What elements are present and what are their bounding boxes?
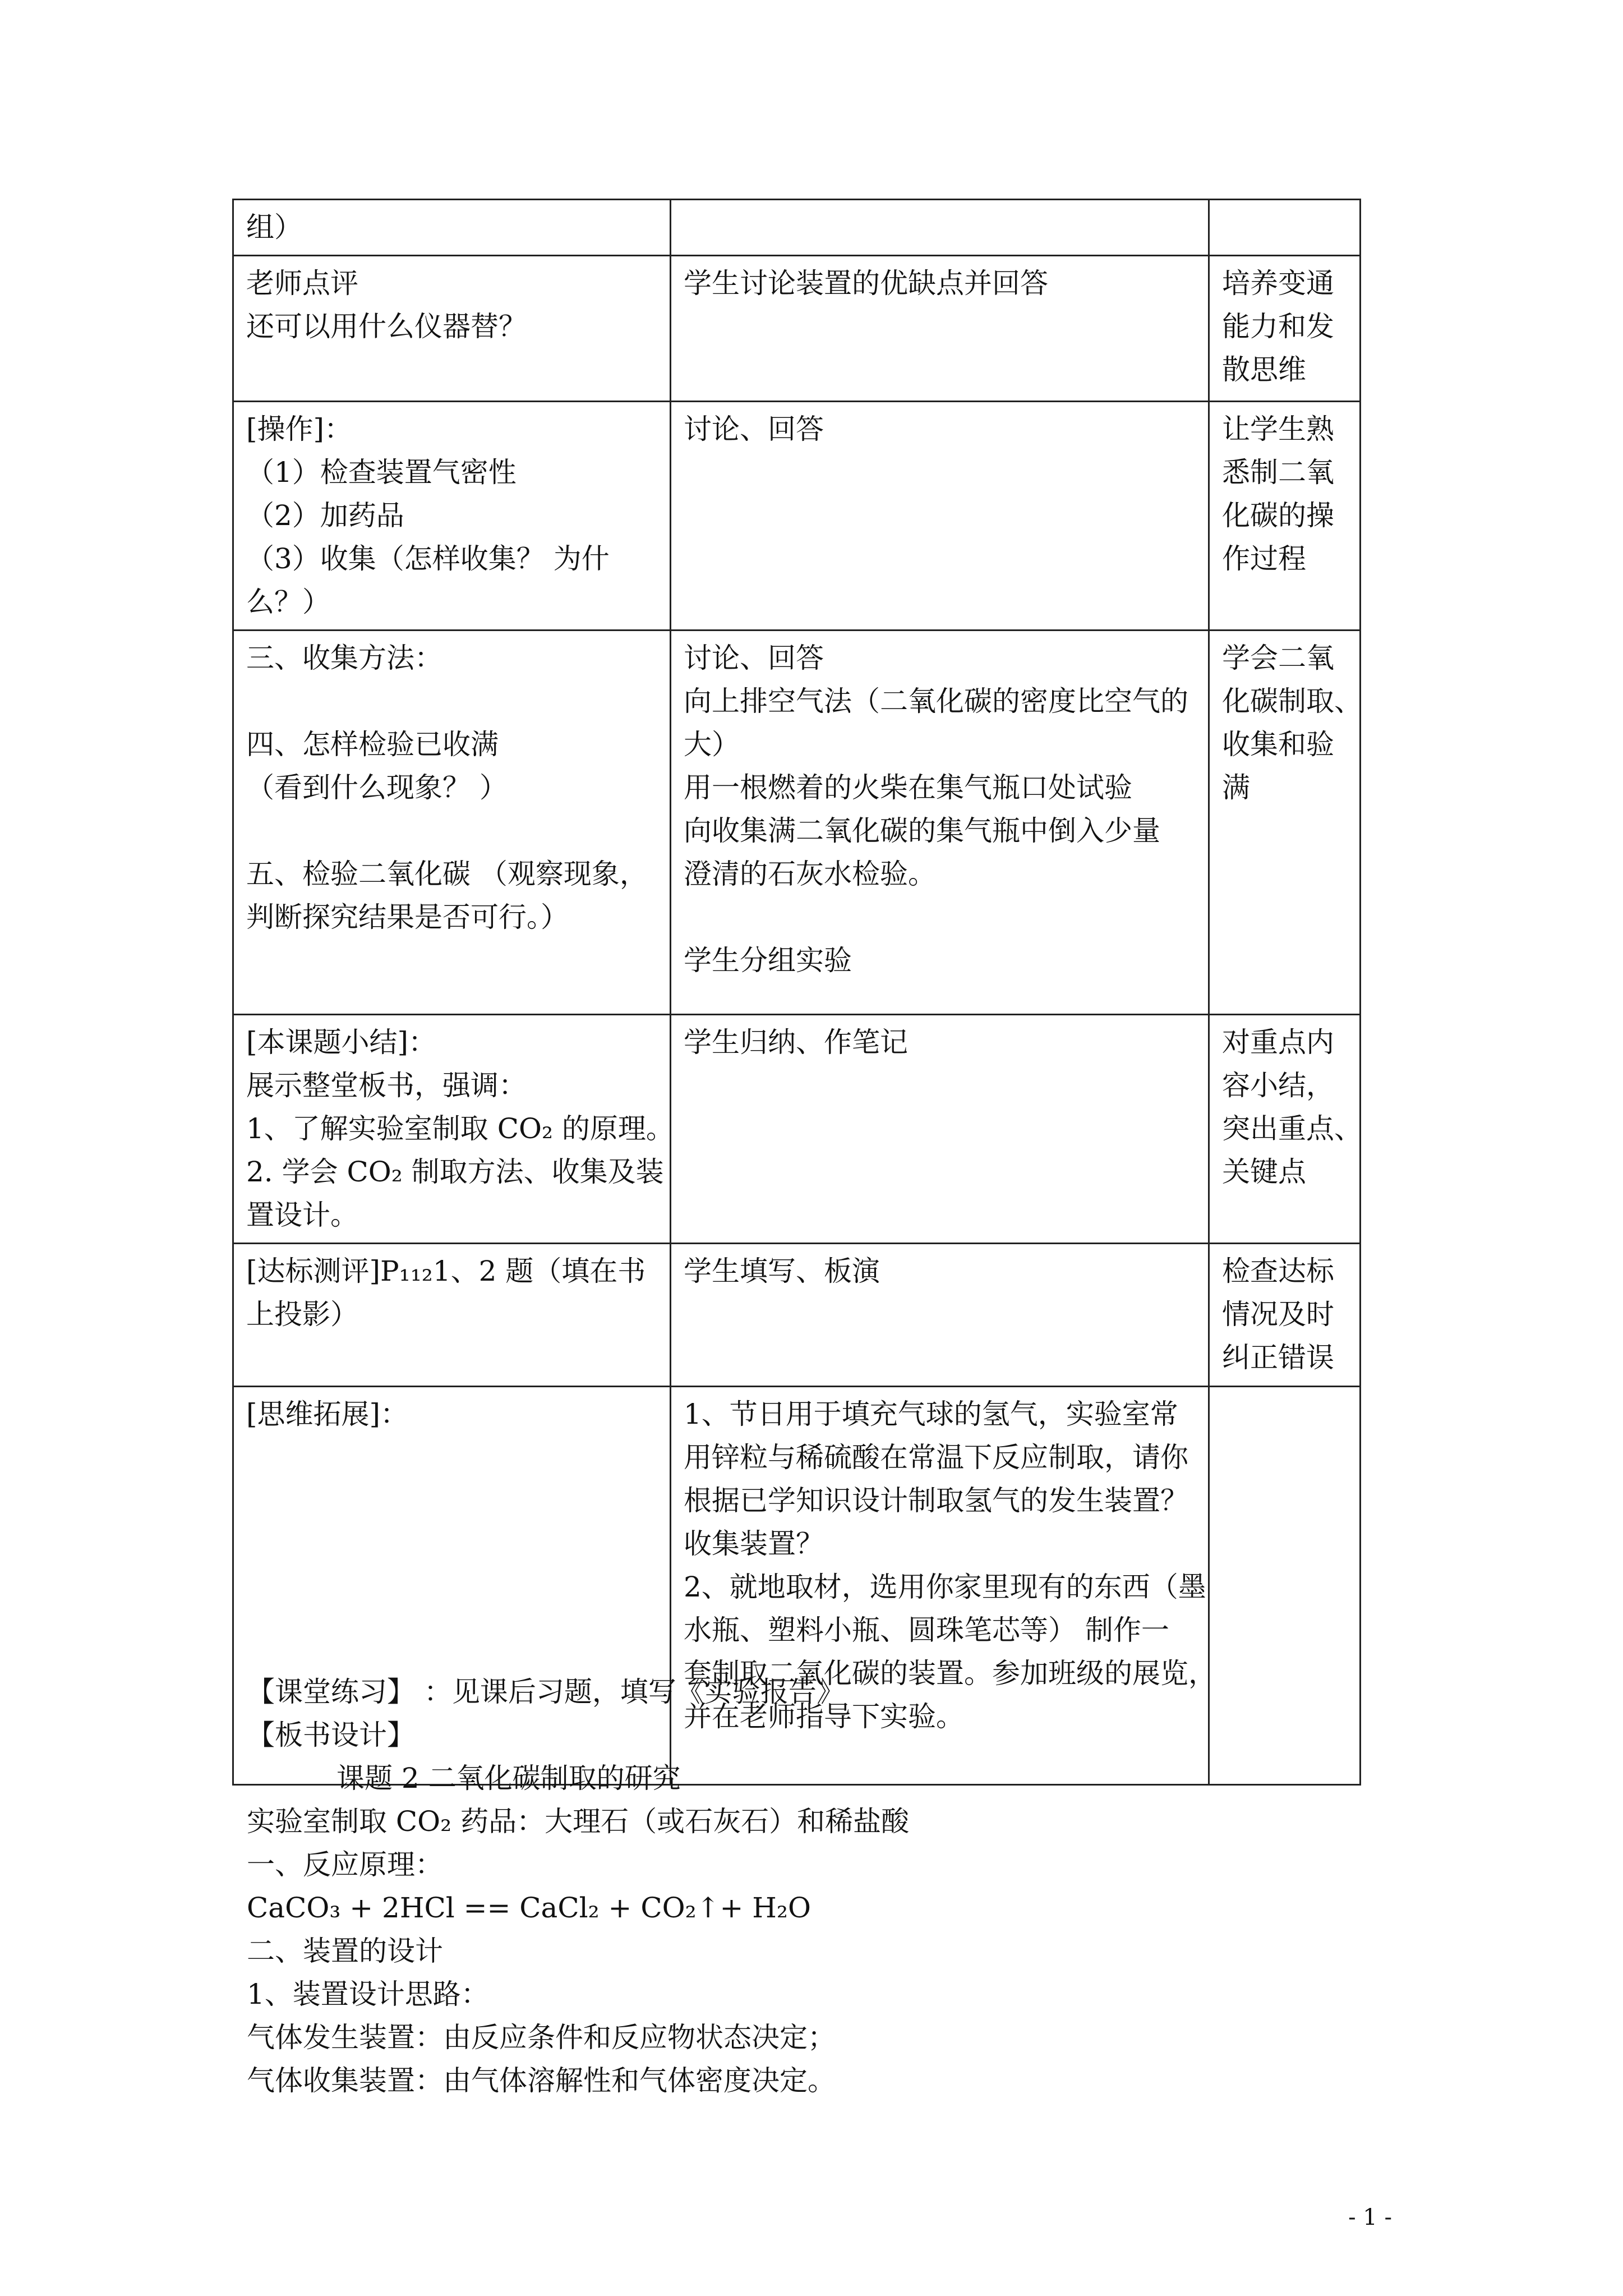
table-cell-col3 — [1209, 1244, 1361, 1387]
generator-line: 气体发生装置：由反应条件和反应物状态决定； — [247, 2021, 836, 2054]
cell-line: 容小结， — [1222, 1069, 1334, 1102]
cell-line: 散思维 — [1222, 353, 1306, 386]
cell-line: 突出重点、 — [1222, 1112, 1362, 1145]
cell-line: 三、收集方法： — [246, 642, 442, 674]
cell-line: [思维拓展]： — [246, 1398, 409, 1430]
cell-line: [操作]： — [246, 413, 353, 445]
cell-line — [246, 809, 657, 853]
classroom-practice: 【课堂练习】 ：见课后习题，填写《实验报告》 — [247, 1676, 845, 1708]
cell-line: （1）检查装置气密性 — [246, 456, 517, 489]
table-cell-col3 — [1209, 1015, 1361, 1244]
cell-line: 展示整堂板书，强调： — [246, 1069, 527, 1102]
cell-line: （2）加药品 — [246, 499, 404, 532]
reaction-equation: CaCO₃ + 2HCl == CaCl₂ + CO₂↑+ H₂O — [247, 1892, 811, 1924]
cell-line: 澄清的石灰水检验。 — [684, 858, 936, 890]
board-design-heading: 【板书设计】 — [247, 1719, 415, 1751]
cell-line: 学生分组实验 — [684, 944, 852, 977]
cell-line: 学生归纳、作笔记 — [684, 1026, 908, 1059]
cell-line: 五、检验二氧化碳 （观察现象， — [246, 858, 648, 890]
page-number: - 1 - — [1348, 2205, 1392, 2230]
table-row — [233, 631, 1361, 1015]
cell-line: 用锌粒与稀硫酸在常温下反应制取，请你 — [684, 1441, 1188, 1474]
table-cell-col2 — [671, 1015, 1209, 1244]
table-cell-col1 — [233, 1244, 671, 1387]
cell-line: 化碳制取、 — [1222, 685, 1362, 717]
cell-line: 纠正错误 — [1222, 1341, 1334, 1374]
table-row — [233, 402, 1361, 631]
table-cell-col2 — [671, 631, 1209, 1015]
table-cell-col1 — [233, 402, 671, 631]
cell-line: 学会二氧 — [1222, 642, 1334, 674]
cell-line: 悉制二氧 — [1222, 456, 1334, 489]
cell-line: 收集装置？ — [684, 1527, 824, 1560]
cell-line: 根据已学知识设计制取氢气的发生装置？ — [684, 1484, 1188, 1517]
table-row — [233, 256, 1361, 402]
cell-line: 向上排空气法（二氧化碳的密度比空气的 — [684, 685, 1188, 717]
table-row — [233, 1244, 1361, 1387]
table-row — [233, 1015, 1361, 1244]
cell-line — [684, 896, 1196, 939]
cell-line: 检查达标 — [1222, 1255, 1334, 1287]
cell-line: 上投影） — [246, 1298, 358, 1331]
cell-line: （看到什么现象？ ） — [246, 771, 508, 804]
table-cell-col2 — [671, 200, 1209, 256]
table-cell-col1 — [233, 256, 671, 402]
cell-line: 判断探究结果是否可行。） — [246, 901, 569, 933]
cell-line: 培养变通 — [1222, 267, 1334, 300]
design-idea: 1、装置设计思路： — [247, 1978, 489, 2010]
cell-line: 大） — [684, 728, 740, 761]
table-row — [233, 200, 1361, 256]
cell-line: 1、了解实验室制取 CO₂ 的原理。 — [246, 1112, 674, 1145]
cell-line: （3）收集（怎样收集？ 为什 — [246, 542, 610, 575]
table-cell-col2 — [671, 402, 1209, 631]
reagents-line: 实验室制取 CO₂ 药品：大理石（或石灰石）和稀盐酸 — [247, 1805, 910, 1838]
cell-line: 组） — [246, 211, 302, 243]
cell-line: 学生填写、板演 — [684, 1255, 880, 1287]
cell-line: 情况及时 — [1222, 1298, 1334, 1331]
topic-title: 课题 2 二氧化碳制取的研究 — [336, 1762, 681, 1795]
table-cell-col2 — [671, 1244, 1209, 1387]
table-cell-col3 — [1209, 200, 1361, 256]
cell-line: 置设计。 — [246, 1199, 358, 1231]
collector-line: 气体收集装置：由气体溶解性和气体密度决定。 — [247, 2064, 836, 2097]
cell-line: 讨论、回答 — [684, 413, 824, 445]
cell-line: 讨论、回答 — [684, 642, 824, 674]
cell-line: 作过程 — [1222, 542, 1306, 575]
cell-line: 收集和验 — [1222, 728, 1334, 761]
table-cell-col3 — [1209, 256, 1361, 402]
cell-line: 么？） — [246, 586, 330, 618]
cell-line: 并在老师指导下实验。 — [684, 1700, 964, 1733]
cell-line: 让学生熟 — [1222, 413, 1334, 445]
cell-line: 老师点评 — [246, 267, 358, 300]
cell-line: 四、怎样检验已收满 — [246, 728, 499, 761]
board-design-section — [247, 1671, 1368, 2102]
table-cell-col1 — [233, 200, 671, 256]
table-cell-col1 — [233, 631, 671, 1015]
table-cell-col3 — [1209, 631, 1361, 1015]
cell-line: 还可以用什么仪器替？ — [246, 310, 527, 343]
design-heading: 二、装置的设计 — [247, 1935, 443, 1967]
cell-line — [246, 680, 657, 723]
cell-line: [达标测评]P₁₁₂1、2 题（填在书 — [246, 1255, 646, 1287]
cell-line: 2、就地取材，选用你家里现有的东西（墨 — [684, 1571, 1206, 1603]
cell-line: 套制取二氧化碳的装置。参加班级的展览， — [684, 1657, 1216, 1690]
cell-line: 满 — [1222, 771, 1250, 804]
cell-line: 向收集满二氧化碳的集气瓶中倒入少量 — [684, 815, 1160, 847]
cell-line: 水瓶、塑料小瓶、圆珠笔芯等） 制作一 — [684, 1614, 1169, 1646]
table-cell-col2 — [671, 256, 1209, 402]
cell-line: 1、节日用于填充气球的氢气，实验室常 — [684, 1398, 1178, 1430]
principle-heading: 一、反应原理： — [247, 1848, 443, 1881]
lesson-plan-table — [232, 199, 1361, 1786]
table-cell-col1 — [233, 1015, 674, 1244]
cell-line: [本课题小结]： — [246, 1026, 437, 1059]
cell-line: 关键点 — [1222, 1156, 1306, 1188]
cell-line: 学生讨论装置的优缺点并回答 — [684, 267, 1048, 300]
cell-line: 对重点内 — [1222, 1026, 1334, 1059]
cell-line: 用一根燃着的火柴在集气瓶口处试验 — [684, 771, 1132, 804]
table-cell-col3 — [1209, 402, 1361, 631]
cell-line: 化碳的操 — [1222, 499, 1334, 532]
cell-line: 2. 学会 CO₂ 制取方法、收集及装 — [246, 1156, 664, 1188]
cell-line: 能力和发 — [1222, 310, 1334, 343]
